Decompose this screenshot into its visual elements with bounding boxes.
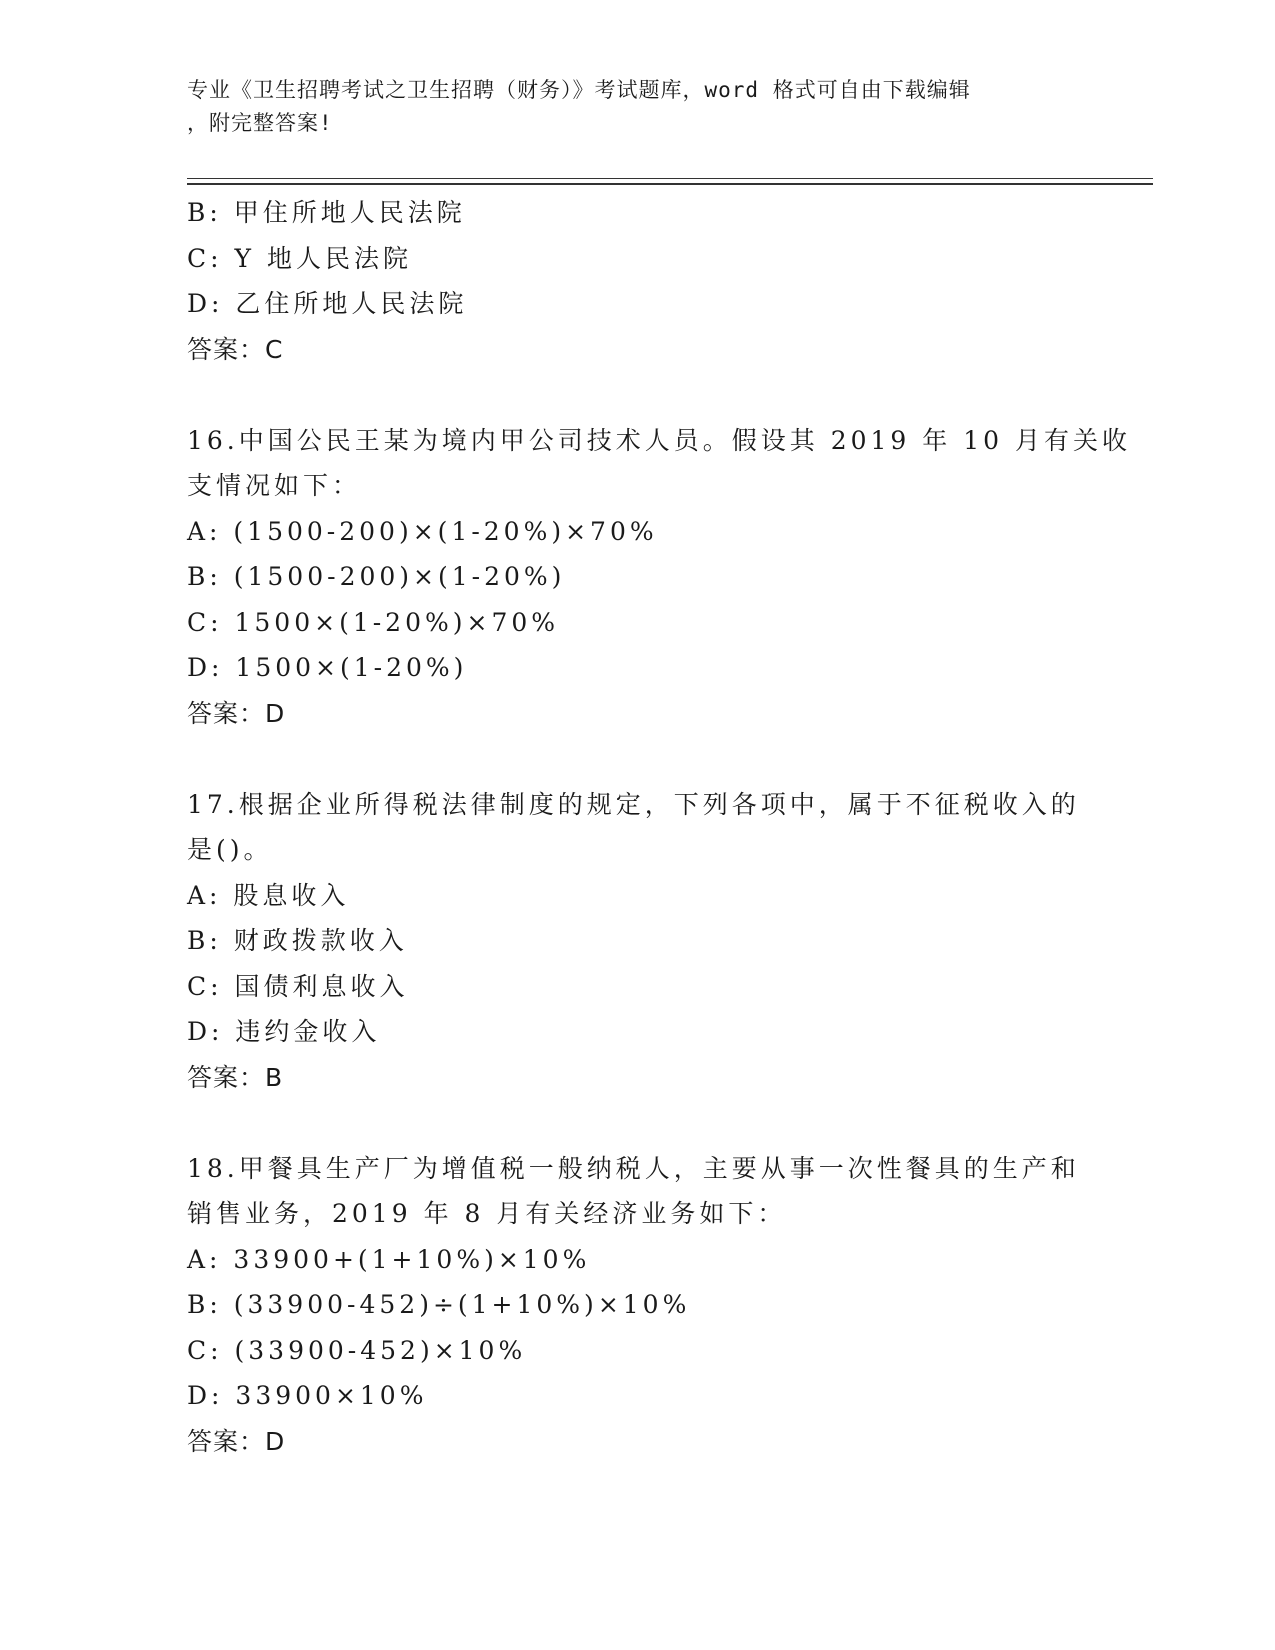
question-stem-line: 17.根据企业所得税法律制度的规定，下列各项中，属于不征税收入的 (187, 789, 1080, 819)
header-divider-thick (187, 183, 1153, 185)
question-list (187, 190, 1131, 1464)
question-stem-line: 支情况如下： (187, 471, 362, 500)
header-divider (187, 178, 1153, 179)
question-stem-line: 销售业务，2019 年 8 月有关经济业务如下： (187, 1199, 787, 1228)
option-c: C: (33900-452)×10% (187, 1335, 527, 1365)
option-c: C: 国债利息收入 (187, 971, 409, 1001)
option-a: A: 股息收入 (187, 880, 350, 910)
document-header (187, 74, 1087, 140)
question-stem-line: 18.甲餐具生产厂为增值税一般纳税人，主要从事一次性餐具的生产和 (187, 1153, 1080, 1183)
option-d: D: 乙住所地人民法院 (187, 289, 468, 318)
answer: 答案：C (187, 334, 284, 364)
question-16 (187, 418, 1131, 737)
question-18 (187, 1146, 1087, 1465)
answer: 答案：D (187, 1426, 286, 1456)
option-b: B: 财政拨款收入 (187, 926, 408, 955)
option-d: D: 33900×10% (187, 1381, 428, 1410)
option-d: D: 违约金收入 (187, 1017, 381, 1046)
answer: 答案：B (187, 1062, 284, 1092)
option-b: B: (1500-200)×(1-20%) (187, 562, 566, 591)
header-line-1: 专业《卫生招聘考试之卫生招聘（财务）》考试题库，word 格式可自由下载编辑 (187, 78, 971, 102)
question-stem-line: 是()。 (187, 835, 273, 864)
option-b: B: (33900-452)÷(1+10%)×10% (187, 1290, 691, 1319)
option-a: A: 33900+(1+10%)×10% (187, 1244, 591, 1274)
question-17 (187, 782, 1087, 1101)
question-stem-line: 16.中国公民王某为境内甲公司技术人员。假设其 2019 年 10 月有关收 (187, 425, 1131, 455)
option-d: D: 1500×(1-20%) (187, 653, 468, 682)
option-c: C: Y 地人民法院 (187, 243, 412, 273)
option-c: C: 1500×(1-20%)×70% (187, 607, 560, 637)
option-b: B: 甲住所地人民法院 (187, 198, 466, 227)
option-a: A: (1500-200)×(1-20%)×70% (187, 516, 658, 546)
answer: 答案：D (187, 698, 286, 728)
question-15-continuation (187, 190, 1087, 372)
header-line-2: ，附完整答案! (187, 111, 333, 135)
